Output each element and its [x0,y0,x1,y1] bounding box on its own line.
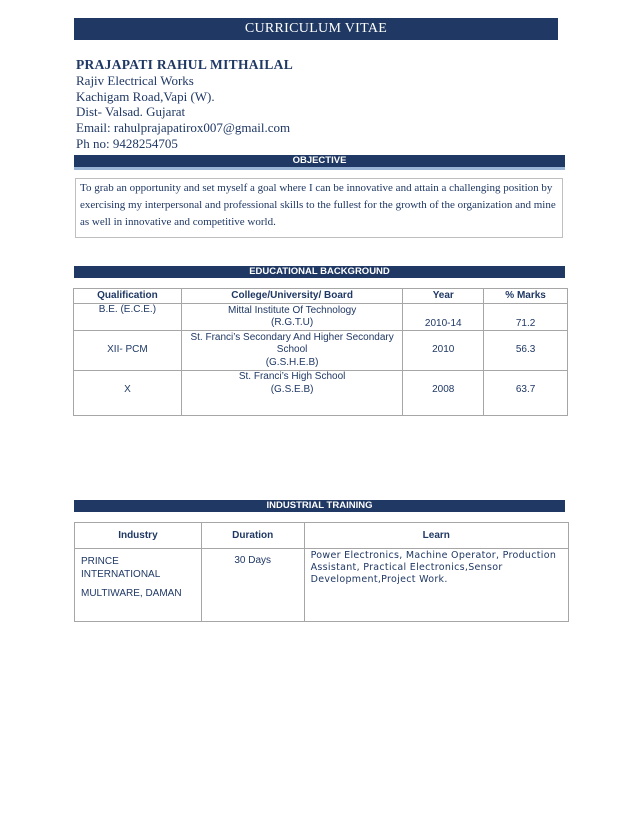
learn-cell: Power Electronics, Machine Operator, Production Assistant, Practical Electronics,Sensor Development,Project Work. [304,549,568,622]
industry-line: PRINCE [81,556,119,567]
header-marks: % Marks [484,289,568,304]
training-heading-label: INDUSTRIAL TRAINING [266,500,373,511]
address-line-3: Dist- Valsad. Gujarat [76,104,186,120]
education-table [73,288,568,416]
header-learn: Learn [304,523,568,549]
qualification-cell: X [74,371,182,416]
college-line: St. Franci’s High School [238,371,346,382]
header-year: Year [403,289,484,304]
training-heading [74,500,565,512]
qualification-cell: XII- PCM [74,331,182,371]
marks-cell: 56.3 [484,331,568,371]
year-cell: 2010-14 [403,304,484,331]
year-cell: 2010 [403,331,484,371]
objective-heading-underline [74,167,565,170]
college-line: St. Franci’s Secondary And Higher Secondary [190,331,394,343]
college-line: (G.S.H.E.B) [265,356,319,368]
education-table-header [74,289,568,304]
table-row [74,304,568,331]
education-heading-label: EDUCATIONAL BACKGROUND [249,266,390,277]
marks-cell: 63.7 [484,371,568,416]
college-cell [181,371,403,416]
college-cell [181,331,403,371]
marks-cell: 71.2 [484,304,568,331]
training-table-header [75,523,569,549]
candidate-name: PRAJAPATI RAHUL MITHAILAL [76,57,294,72]
college-line: Mittal Institute Of Technology [227,304,357,316]
header-duration: Duration [201,523,304,549]
training-table [74,522,569,622]
table-row [74,331,568,371]
email-line: Email: rahulprajapatirox007@gmail.com [76,120,291,136]
objective-heading-label: OBJECTIVE [292,155,347,166]
cv-title: CURRICULUM VITAE [74,18,558,40]
header-college: College/University/ Board [181,289,403,304]
year-cell: 2008 [403,371,484,416]
header-qualification: Qualification [74,289,182,304]
qualification-cell: B.E. (E.C.E.) [74,304,182,331]
industry-line: INTERNATIONAL [81,569,161,580]
objective-heading [74,155,565,167]
objective-text: To grab an opportunity and set myself a goal where I can be innovative and attain a challenging position by exercising my interpersonal and professional skills to the fullest for the growth of the organization and mine as well in innovative and competitive world. [75,178,563,238]
education-heading [74,266,565,278]
address-line-1: Rajiv Electrical Works [76,73,194,88]
table-row [74,371,568,416]
table-row [75,549,569,622]
college-line: (R.G.T.U) [270,317,314,328]
college-line: (G.S.E.B) [270,383,314,395]
address-line-2: Kachigam Road,Vapi (W). [76,88,215,104]
phone-line: Ph no: 9428254705 [76,135,178,151]
contact-block [76,57,293,152]
industry-line: MULTIWARE, DAMAN [81,588,182,599]
industry-cell [75,549,202,622]
college-cell [181,304,403,331]
header-industry: Industry [75,523,202,549]
duration-cell: 30 Days [201,549,304,622]
college-line: School [276,344,308,356]
